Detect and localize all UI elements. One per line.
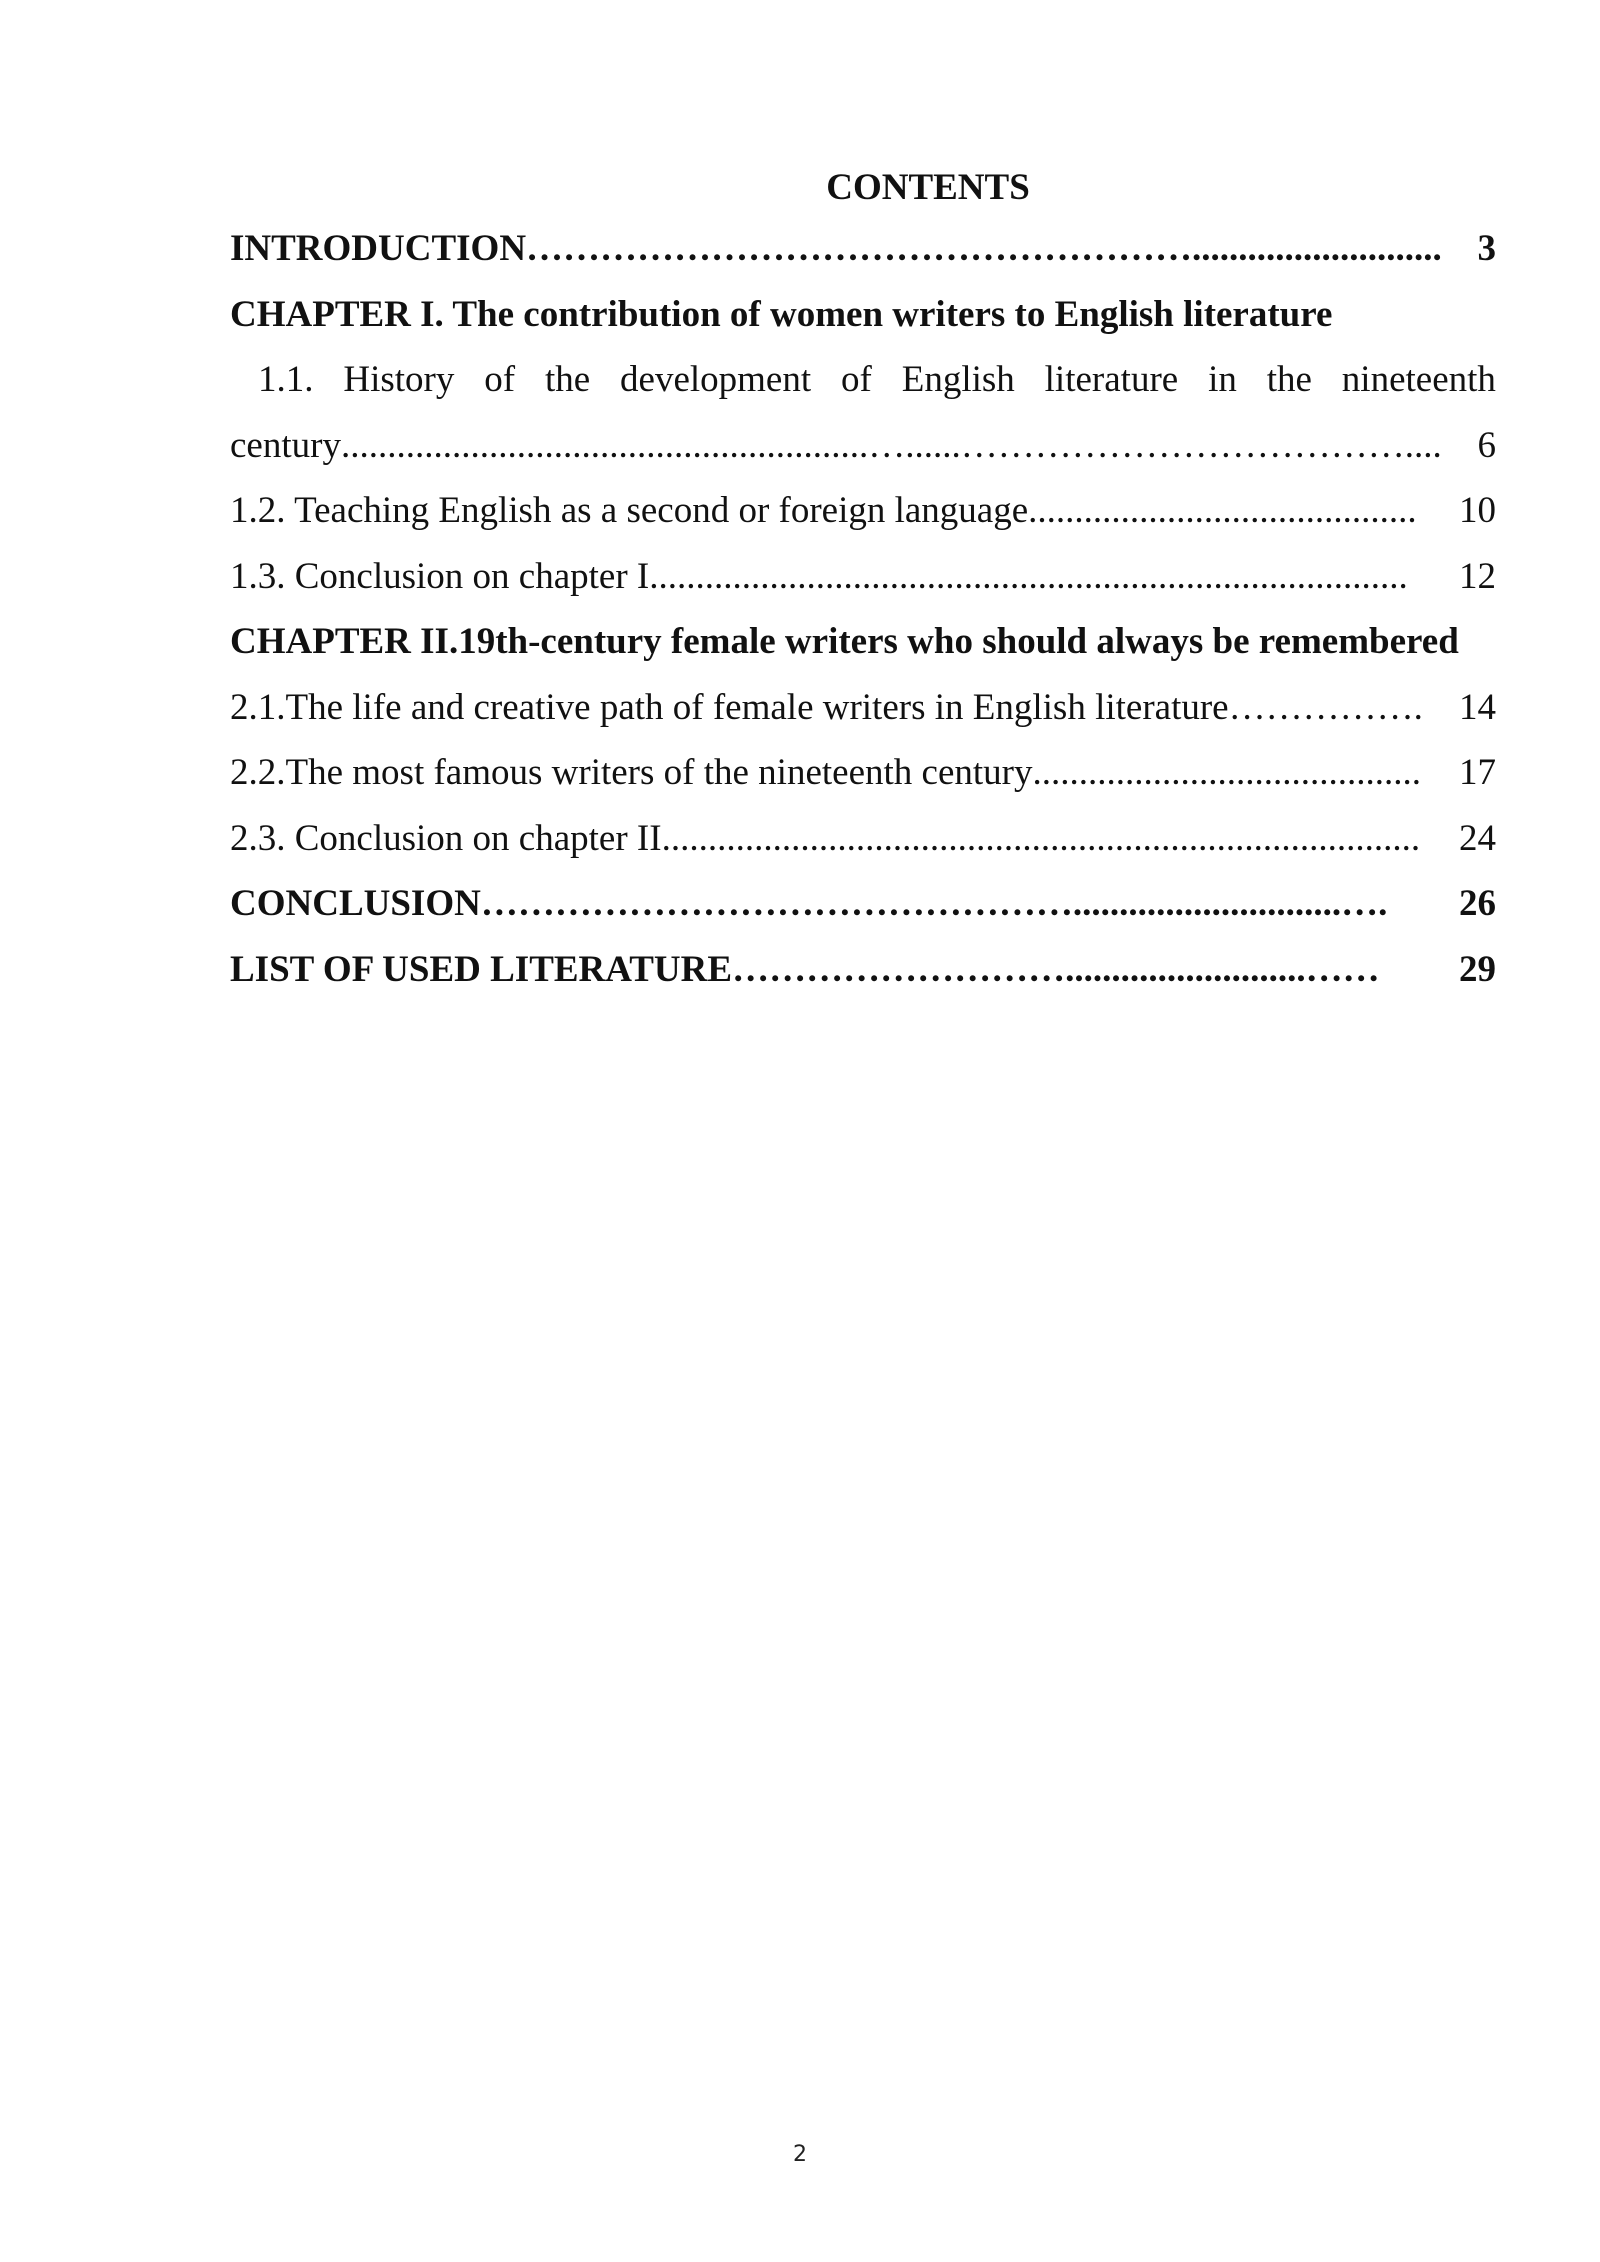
toc-page-number: 17 [1459,752,1496,793]
toc-entry-label: 1.2. Teaching English as a second or foreign language [230,490,1029,531]
toc-word: History [343,359,455,400]
toc-entry-label: CHAPTER I. The contribution of women writers to English literature [230,293,1333,335]
toc-entry-introduction [230,216,1496,282]
toc-entry-chapter-2 [230,609,1496,675]
toc-page-number: 26 [1459,883,1496,924]
toc-entry-label: CONCLUSION [230,883,481,924]
toc-entry-conclusion [230,871,1496,937]
toc-word: in [1208,359,1237,400]
toc-entry-label: 1.3. Conclusion on chapter I [230,555,650,597]
toc-entry-chapter-1 [230,282,1496,348]
toc-word: of [484,359,516,400]
toc-entry-literature [230,937,1496,1003]
toc-word: 1.1. [258,359,314,400]
toc-entry-label: CHAPTER II.19th-century female writers who should always be remembered [230,621,1459,662]
toc-word: nineteenth [1341,359,1496,400]
toc-entry-label: 2.3. Conclusion on chapter II [230,817,662,859]
toc-page-number: 10 [1459,490,1496,531]
toc-word: literature [1044,359,1179,400]
toc-word: English [901,359,1015,400]
toc-entry-label: century [230,424,341,466]
toc-leader: ………………………………………………........................... [526,228,1442,269]
toc-entry-1-3 [230,544,1496,610]
toc-entry-1-1-second-line [230,413,1496,479]
contents-heading: CONTENTS [826,167,1030,208]
toc-entry-label: 2.1.The life and creative path of female writers in English literature [230,686,1229,728]
toc-entry-label: LIST OF USED LITERATURE [230,948,733,990]
toc-leader: .......................................... [1028,490,1417,531]
toc-page-number: 29 [1459,948,1496,990]
toc-word: development [620,359,812,400]
toc-leader: ………………………………………….............................…. [480,883,1388,924]
toc-page-number: 12 [1459,555,1496,597]
toc-entry-1-2 [230,478,1496,544]
toc-entry-2-1 [230,675,1496,741]
table-of-contents [230,160,1496,1002]
toc-leader: .................................................................................. [661,817,1421,859]
toc-entry-label: 2.2.The most famous writers of the nineteenth century [230,752,1033,793]
toc-leader: ………………………..........................…… [732,948,1380,990]
toc-entry-2-2 [230,740,1496,806]
toc-page-number: 24 [1459,817,1496,859]
toc-word: the [1266,359,1312,400]
toc-leader: ……………. [1228,686,1423,728]
page-number: 2 [793,2142,807,2167]
toc-leader: .........................................................…......……………………………….... [340,424,1442,466]
toc-word: the [544,359,591,400]
toc-leader: .................................................................................. [649,555,1408,597]
toc-entry-1-1-first-line [230,347,1496,413]
toc-entry-2-3 [230,806,1496,872]
toc-page-number: 14 [1459,686,1496,728]
toc-page-number: 3 [1477,228,1496,269]
toc-page-number: 6 [1477,424,1496,466]
toc-entry-label: INTRODUCTION [230,228,527,269]
toc-word: of [841,359,872,400]
toc-leader: .......................................... [1032,752,1421,793]
